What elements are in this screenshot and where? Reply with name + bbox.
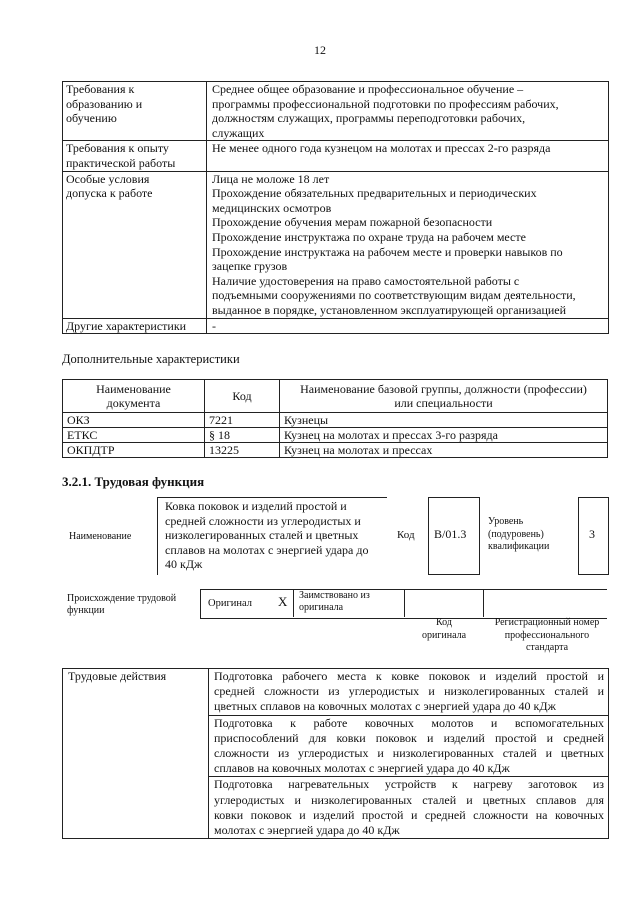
action-item <box>209 715 609 777</box>
value-line: медицинских осмотров <box>212 200 332 215</box>
value-line: Прохождение инструктажа на рабочем месте и проверки навыков по <box>212 244 563 259</box>
action-line: сложности из углеродистых и низколегированных сталей и цветных <box>214 746 604 761</box>
level-label-line: Уровень <box>488 516 524 527</box>
value-line: Прохождение обучения мерам пожарной безопасности <box>212 215 493 230</box>
requirement-value <box>207 171 609 318</box>
borrowed-line: Заимствовано из <box>299 590 370 601</box>
code-value: B/01.3 <box>434 527 467 541</box>
value-line: Лица не моложе 18 лет <box>212 171 330 186</box>
value-line: Прохождение инструктажа по охране труда на рабочем месте <box>212 229 526 244</box>
level-value: 3 <box>589 527 595 541</box>
value-line: зацепке грузов <box>212 259 288 274</box>
action-line: Подготовка к работе ковочных молотов и вспомогательных <box>214 715 604 730</box>
level-label <box>488 516 549 554</box>
action-line: молотах с энергией удара до 40 кДж <box>214 823 400 838</box>
section-title: 3.2.1. Трудовая функция <box>62 474 205 489</box>
table-header-row <box>63 380 608 413</box>
label-line: Требования к опыту <box>66 141 169 156</box>
cell-code: 7221 <box>205 413 280 428</box>
action-item <box>209 777 609 839</box>
requirement-label <box>63 141 207 171</box>
value-line: - <box>212 318 216 333</box>
original-label: Оригинал <box>208 598 252 609</box>
cell-name: Кузнец на молотах и прессах 3-го разряда <box>280 428 608 443</box>
name-line: Ковка поковок и изделий простой и <box>165 499 347 513</box>
value-line: подъемными сооружениями по соответствующим видам деятельности, <box>212 288 576 303</box>
code-origin-line: оригинала <box>421 629 467 641</box>
value-line: должностям служащих, программы переподготовки рабочих, <box>212 111 526 126</box>
page-number: 12 <box>314 43 326 57</box>
table-row <box>63 413 608 428</box>
requirement-label <box>63 82 207 141</box>
value-line: Наличие удостоверения на право самостоятельной работы с <box>212 273 520 288</box>
header-line: Наименование <box>96 382 171 396</box>
label-line: образованию и <box>66 96 143 111</box>
name-line: средней сложности из углеродистых и <box>165 513 361 528</box>
action-line: цветных сплавов на ковочных молотах с энергией удара до 40 кДж <box>214 699 556 714</box>
header-line: или специальности <box>394 396 493 410</box>
table-row <box>63 318 609 334</box>
cell-document: ОКПДТР <box>63 443 205 458</box>
action-item <box>209 669 609 716</box>
header-line: документа <box>106 396 161 410</box>
action-line: сплавов на ковочных молотах с энергией удара до 40 кДж <box>214 761 510 776</box>
cell-document: ОКЗ <box>63 413 205 428</box>
code-origin-label <box>404 617 484 642</box>
name-line: 40 кДж <box>165 557 203 571</box>
cell-code: 13225 <box>205 443 280 458</box>
reg-line: стандарта <box>525 642 569 653</box>
requirement-value <box>207 318 609 334</box>
action-line: Подготовка нагревательных устройств к нагреву заготовок из <box>214 777 604 792</box>
value-line: Среднее общее образование и профессиональное обучение – <box>212 82 524 96</box>
label-line: обучению <box>66 111 117 126</box>
borrowed-label <box>299 590 370 613</box>
action-line: ковки поковок и изделий простой и средней сложности на ковочных <box>214 807 604 822</box>
origin-divider <box>404 589 405 617</box>
origin-divider <box>483 589 484 617</box>
cell-name: Кузнец на молотах и прессах <box>280 443 608 458</box>
label-line: допуска к работе <box>66 186 153 201</box>
actions-table <box>62 668 609 839</box>
label-line: практической работы <box>66 155 176 170</box>
header-line: Наименование базовой группы, должности (профессии) <box>300 382 587 396</box>
origin-label <box>67 593 176 616</box>
requirement-value <box>207 82 609 141</box>
origin-label-line: функции <box>67 604 105 616</box>
header-base-group <box>280 380 608 413</box>
original-mark: X <box>278 594 288 609</box>
borrowed-line: оригинала <box>299 601 344 613</box>
cell-name: Кузнецы <box>280 413 608 428</box>
label-line: Особые условия <box>66 171 150 186</box>
label-line: Требования к <box>66 82 135 96</box>
action-line: углеродистых и низколегированных сталей и цветных сплавов для <box>214 792 604 807</box>
table-row <box>63 82 609 141</box>
actions-label: Трудовые действия <box>63 669 209 839</box>
requirement-label <box>63 318 207 334</box>
value-line: выданное в порядке, установленном эксплуатирующей организацией <box>212 302 567 317</box>
origin-label-line: Происхождение трудовой <box>67 593 177 604</box>
requirement-value <box>207 141 609 171</box>
value-line: служащих <box>212 125 265 140</box>
requirement-label <box>63 171 207 318</box>
level-label-line: квалификации <box>488 541 550 552</box>
table-row <box>63 443 608 458</box>
table-row <box>63 141 609 171</box>
action-line: средней сложности из углеродистых и низколегированных сталей и <box>214 684 604 699</box>
function-name-label: Наименование <box>69 531 132 542</box>
level-label-line: (подуровень) <box>488 528 544 540</box>
name-line: низколегированных сталей и цветных <box>165 528 359 542</box>
code-origin-line: Код <box>436 617 452 628</box>
value-line: Прохождение обязательных предварительных и периодических <box>212 186 537 201</box>
function-name <box>165 499 379 572</box>
header-document <box>63 380 205 413</box>
origin-divider <box>293 589 294 617</box>
action-line: приспособлений для ковки поковок и изделий простой и средней <box>214 730 604 745</box>
value-line: программы профессиональной подготовки по профессиям рабочих, <box>212 96 559 111</box>
cell-code: § 18 <box>205 428 280 443</box>
table-row <box>63 669 609 716</box>
table-row <box>63 428 608 443</box>
reg-line: профессионального <box>504 629 590 641</box>
code-label: Код <box>397 529 415 541</box>
reg-number-label <box>484 617 610 655</box>
action-line: Подготовка рабочего места к ковке поковок и изделий простой и <box>214 669 604 683</box>
additional-table <box>62 379 608 458</box>
requirements-table <box>62 81 609 334</box>
additional-title: Дополнительные характеристики <box>62 352 240 366</box>
label-line: Другие характеристики <box>66 318 187 333</box>
name-line: сплавов на молотах с энергией удара до <box>165 542 369 557</box>
value-line: Не менее одного года кузнецом на молотах и прессах 2-го разряда <box>212 141 551 156</box>
table-row <box>63 171 609 318</box>
reg-line: Регистрационный номер <box>494 617 600 628</box>
header-code: Код <box>205 380 280 413</box>
cell-document: ЕТКС <box>63 428 205 443</box>
